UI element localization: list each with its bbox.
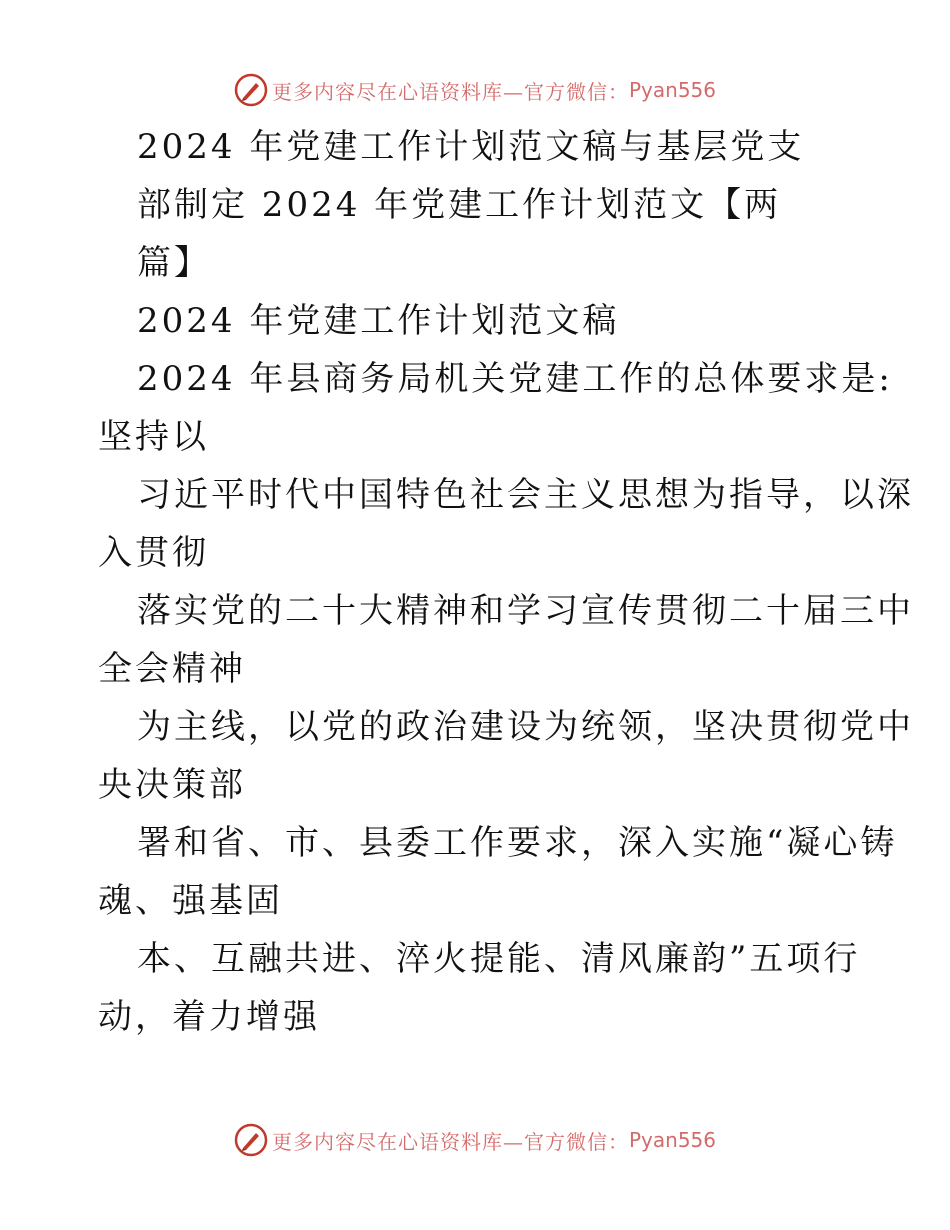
paragraph-line: 为主线，以党的政治建设为统领，坚决贯彻党中 [137,707,914,747]
paragraph-line: 本、互融共进、淬火提能、清风廉韵”五项行 [137,939,861,979]
section-heading: 2024 年党建工作计划范文稿 [137,301,620,341]
watermark-text: 更多内容尽在心语资料库—官方微信： [271,79,629,104]
paragraph-line: 习近平时代中国特色社会主义思想为指导，以深 [137,475,914,515]
title-line-1: 2024 年党建工作计划范文稿与基层党支 [137,127,805,167]
watermark-account: Pyan556 [628,78,716,102]
title-line-2: 部制定 2024 年党建工作计划范文【两 [137,185,782,225]
pen-logo-icon [234,73,268,107]
paragraph-line: 2024 年县商务局机关党建工作的总体要求是: [137,359,893,399]
watermark-account: Pyan556 [628,1128,716,1152]
title-line-3: 篇】 [137,243,211,283]
watermark-footer [0,1120,950,1160]
paragraph-line: 动，着力增强 [98,997,320,1037]
paragraph-line: 央决策部 [98,765,246,805]
watermark-text: 更多内容尽在心语资料库—官方微信： [271,1129,629,1154]
paragraph-line: 入贯彻 [98,533,209,573]
paragraph-line: 魂、强基固 [98,881,283,921]
paragraph-line: 坚持以 [98,417,209,457]
watermark-header [0,70,950,110]
paragraph-line: 署和省、市、县委工作要求，深入实施“凝心铸 [137,823,898,863]
paragraph-line: 全会精神 [98,649,246,689]
paragraph-line: 落实党的二十大精神和学习宣传贯彻二十届三中 [137,591,914,631]
pen-logo-icon [234,1123,268,1157]
